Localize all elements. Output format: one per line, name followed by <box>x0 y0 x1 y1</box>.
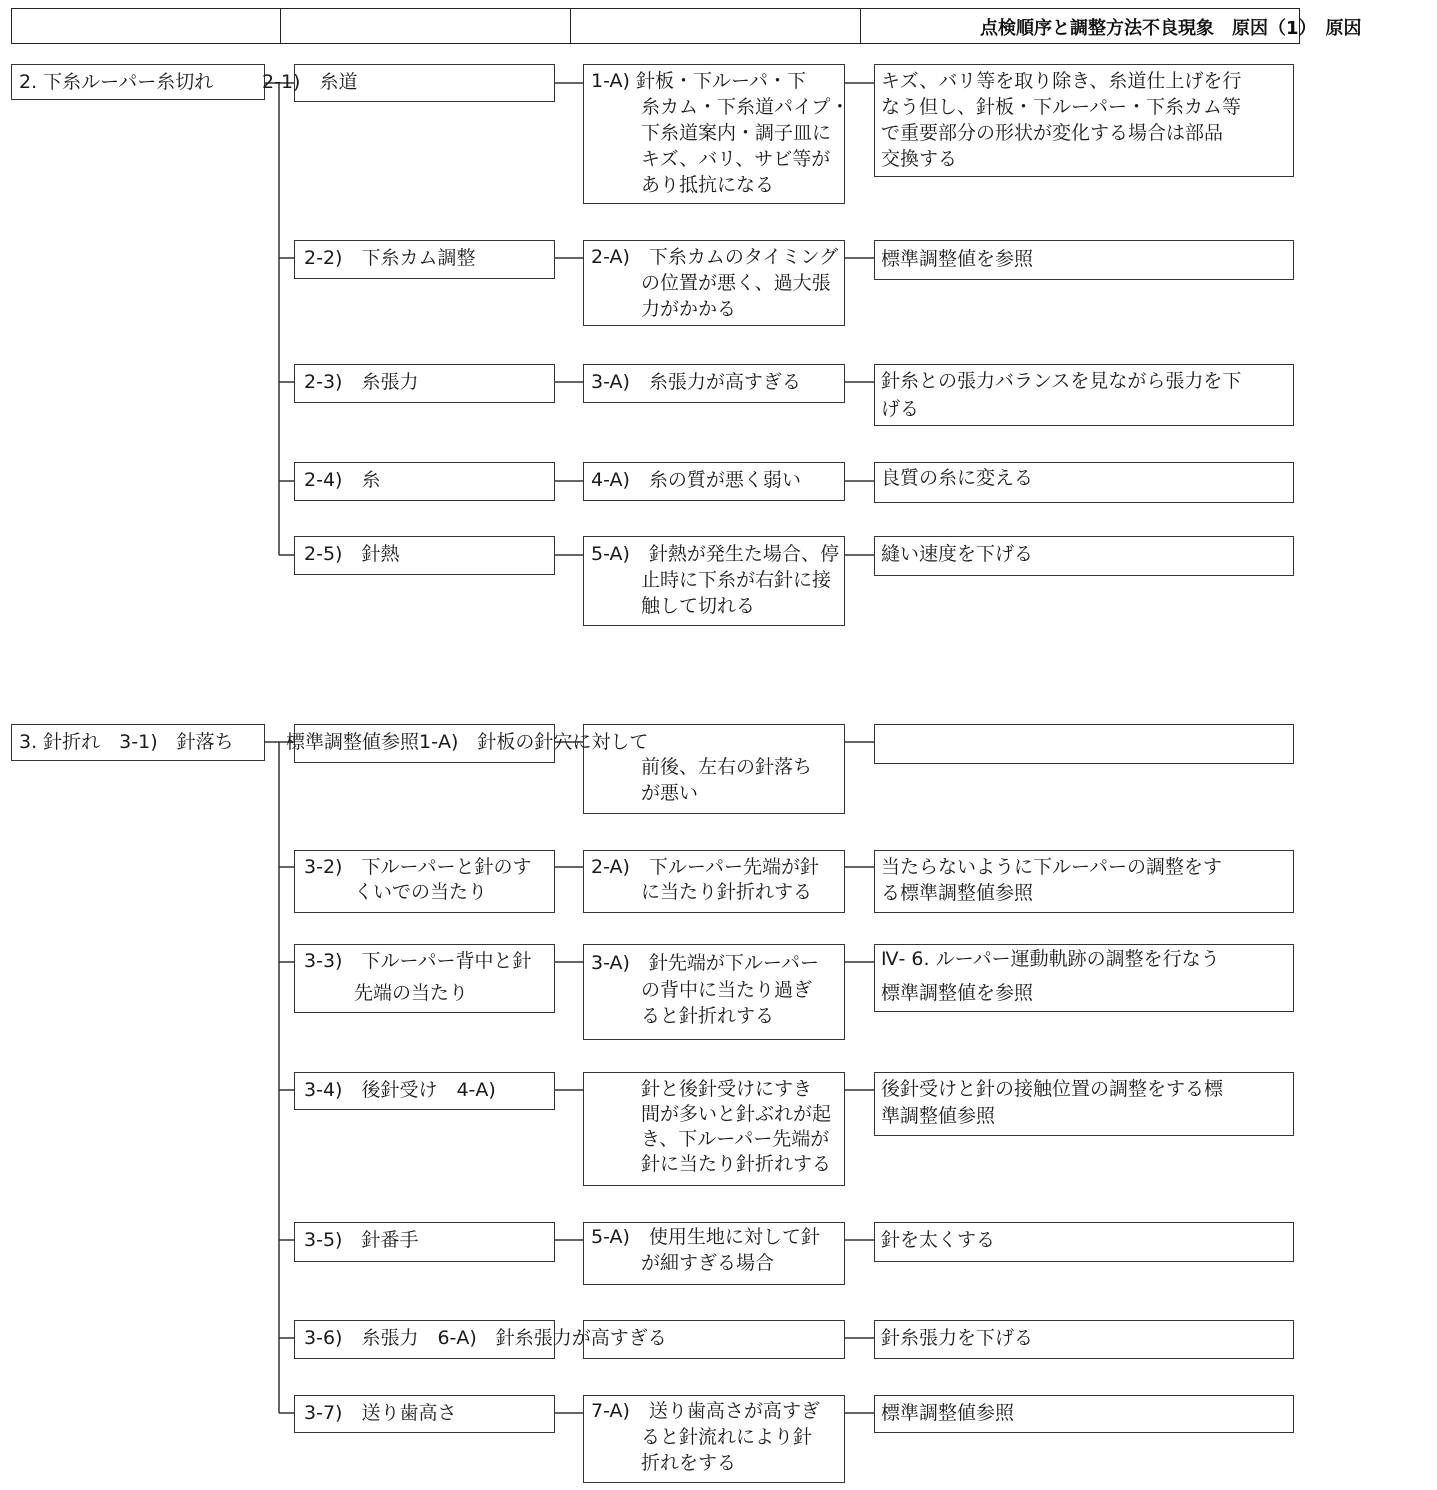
cause2-line: き、下ルーパー先端が <box>641 1128 830 1150</box>
method-line: 標準調整値を参照 <box>881 248 1034 270</box>
cause1-line: 3-6) 糸張力 6-A) 針糸張力が高すぎる <box>304 1327 667 1349</box>
cause2-line: 3-A) 糸張力が高すぎる <box>591 371 801 393</box>
cause2-line: 力がかかる <box>641 298 737 320</box>
cause2-line: 針と後針受けにすき <box>641 1078 813 1100</box>
cause2-line: 3-A) 針先端が下ルーパー <box>591 952 819 974</box>
method-line: 縫い速度を下げる <box>881 543 1034 565</box>
cause2-line: の位置が悪く、過大張 <box>641 272 831 294</box>
cause2-line: が悪い <box>641 782 699 804</box>
cause2-line: の背中に当たり過ぎ <box>641 979 813 1001</box>
phenomenon-label-3: 3. 針折れ 3-1) 針落ち <box>19 731 234 753</box>
method-box-3-1 <box>874 724 1294 764</box>
cause1-label-3-1: 標準調整値参照1-A) 針板の針穴に対して <box>286 731 649 753</box>
cause2-line: 間が多いと針ぶれが起 <box>641 1103 832 1125</box>
method-line: Ⅳ- 6. ルーパー運動軌跡の調整を行なう <box>881 948 1220 970</box>
cause2-line: 4-A) 糸の質が悪く弱い <box>591 469 801 491</box>
method-line: 標準調整値を参照 <box>881 982 1034 1004</box>
header-title: 点検順序と調整方法不良現象 原因（1） 原因 <box>980 18 1362 39</box>
cause1-line: 3-2) 下ルーパーと針のす <box>304 856 532 878</box>
cause2-line: キズ、バリ、サビ等が <box>641 148 831 170</box>
phenomenon-label-2: 2. 下糸ルーパー糸切れ <box>19 71 214 93</box>
cause1-label-2-2: 2-2) 下糸カム調整 <box>304 247 476 269</box>
cause1-line: 3-7) 送り歯高さ <box>304 1402 457 1424</box>
cause2-line: 触して切れる <box>641 595 756 617</box>
method-line: 針糸張力を下げる <box>881 1327 1034 1349</box>
cause1-line: 3-5) 針番手 <box>304 1229 419 1251</box>
cause2-line: ると針折れする <box>641 1005 775 1027</box>
cause1-line: 先端の当たり <box>354 982 469 1004</box>
cause1-label-2-3: 2-3) 糸張力 <box>304 371 419 393</box>
cause2-line: 止時に下糸が右針に接 <box>641 569 832 591</box>
cause2-line: 針に当たり針折れする <box>641 1153 832 1175</box>
method-line: 針を太くする <box>881 1229 996 1251</box>
cause2-line: 折れをする <box>641 1452 737 1474</box>
method-line: キズ、バリ等を取り除き、糸道仕上げを行 <box>881 70 1242 92</box>
method-line: で重要部分の形状が変化する場合は部品 <box>881 122 1224 144</box>
cause1-line: くいでの当たり <box>354 881 488 903</box>
cause2-line: 2-A) 下糸カムのタイミング <box>591 246 839 268</box>
method-line: 当たらないように下ルーパーの調整をす <box>881 856 1223 878</box>
method-line: 針糸との張力バランスを見ながら張力を下 <box>881 370 1242 392</box>
method-line: 準調整値参照 <box>881 1105 996 1127</box>
cause2-line: が細すぎる場合 <box>641 1252 775 1274</box>
cause2-line: 下糸道案内・調子皿に <box>641 122 832 144</box>
method-line: げる <box>881 398 920 420</box>
method-line: る標準調整値参照 <box>881 882 1034 904</box>
cause2-line: 5-A) 針熱が発生た場合、停 <box>591 543 839 565</box>
method-line: 良質の糸に変える <box>881 467 1034 489</box>
cause2-line: 2-A) 下ルーパー先端が針 <box>591 856 819 878</box>
method-line: 交換する <box>881 148 958 170</box>
cause2-line: あり抵抗になる <box>641 174 775 196</box>
cause2-line: 1-A) 針板・下ルーパ・下 <box>591 70 807 92</box>
cause2-line: 前後、左右の針落ち <box>641 756 813 778</box>
cause1-line: 3-3) 下ルーパー背中と針 <box>304 950 532 972</box>
cause2-line: ると針流れにより針 <box>641 1426 813 1448</box>
cause2-line: 5-A) 使用生地に対して針 <box>591 1226 820 1248</box>
cause2-line: に当たり針折れする <box>641 881 813 903</box>
cause1-line: 3-4) 後針受け 4-A) <box>304 1079 496 1101</box>
cause1-label-2-5: 2-5) 針熱 <box>304 543 400 565</box>
cause1-label-2-4: 2-4) 糸 <box>304 469 381 491</box>
cause2-line: 糸カム・下糸道パイプ・ <box>641 96 850 118</box>
method-line: 後針受けと針の接触位置の調整をする標 <box>881 1078 1224 1100</box>
cause2-line: 7-A) 送り歯高さが高すぎ <box>591 1400 820 1422</box>
cause1-label-2-1: 2-1) 糸道 <box>262 71 358 93</box>
method-line: 標準調整値参照 <box>881 1402 1015 1424</box>
method-line: なう但し、針板・下ルーパー・下糸カム等 <box>881 96 1242 118</box>
